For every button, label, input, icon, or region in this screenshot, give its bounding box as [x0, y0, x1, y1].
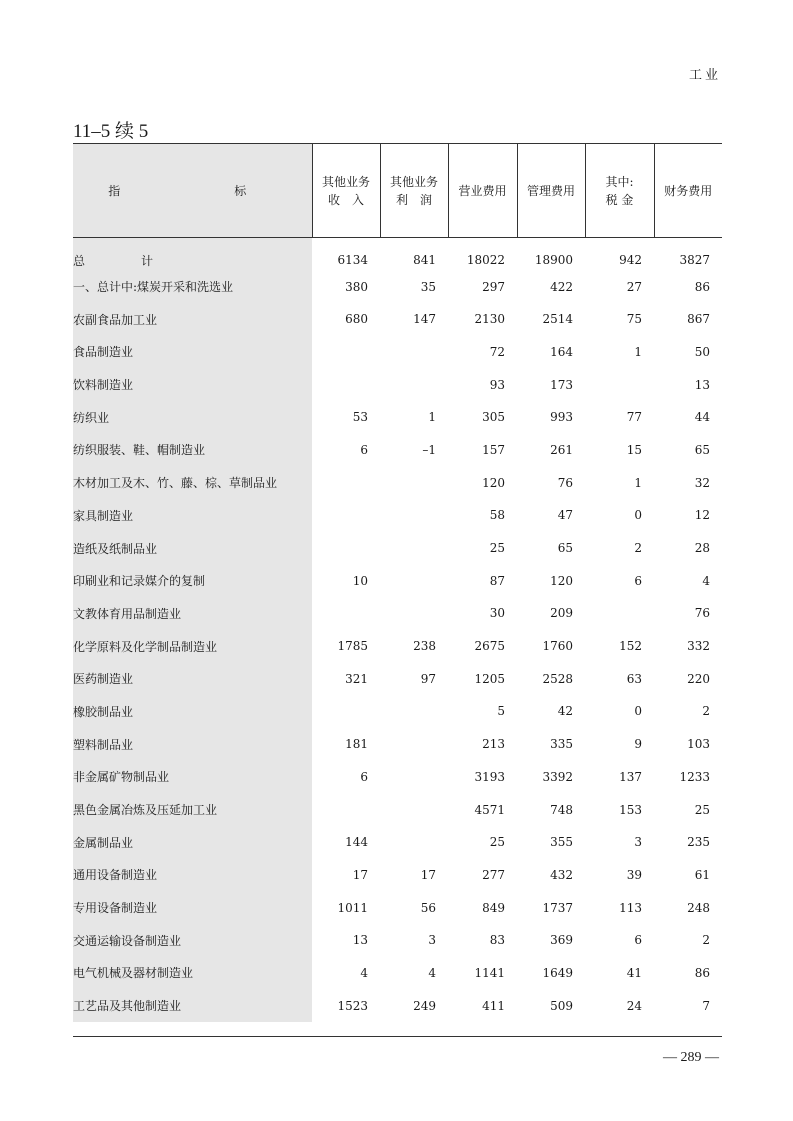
column-header: [585, 144, 654, 238]
table-row: [73, 597, 722, 630]
table-cell: 3392: [542, 769, 573, 784]
column-header-line: 管理费用: [526, 183, 575, 198]
column-header-line: 收 入: [327, 192, 364, 207]
table-cell: [312, 368, 380, 401]
table-cell: 2: [702, 933, 710, 948]
table-cell: 147: [413, 312, 436, 327]
row-label: 食品制造业: [73, 336, 312, 369]
table-title: 11–5 续 5: [73, 121, 149, 142]
table-cell: [380, 564, 448, 597]
table-cell: 849: [482, 900, 505, 915]
table-cell: 63: [626, 671, 642, 686]
row-label: 纺织业: [73, 401, 312, 434]
table-cell: [380, 826, 448, 859]
table-cell: 9: [634, 737, 642, 752]
table-cell: 0: [634, 704, 642, 719]
table-cell: [380, 368, 448, 401]
table-row: [73, 401, 722, 434]
row-label: 饮料制造业: [73, 368, 312, 401]
table-cell: 411: [482, 998, 505, 1013]
table-cell: [380, 695, 448, 728]
table-cell: [312, 597, 380, 630]
table-cell: 65: [557, 541, 573, 556]
table-cell: 6: [634, 573, 642, 588]
row-label: 塑料制品业: [73, 728, 312, 761]
table-cell: 137: [619, 769, 642, 784]
table-row: [73, 793, 722, 826]
table-row: [73, 924, 722, 957]
row-label: 通用设备制造业: [73, 859, 312, 892]
table-cell: 13: [352, 933, 368, 948]
table-cell: [312, 499, 380, 532]
table-row: [73, 695, 722, 728]
table-cell: 152: [619, 639, 642, 654]
table-cell: 213: [482, 737, 505, 752]
table-cell: 50: [694, 344, 710, 359]
table-cell: 65: [694, 442, 710, 457]
table-cell: 1205: [474, 671, 505, 686]
table-cell: [585, 597, 654, 630]
table-cell: [380, 532, 448, 565]
table-cell: 76: [557, 475, 573, 490]
table-cell: 2675: [474, 639, 505, 654]
table-cell: 1141: [474, 965, 505, 980]
table-cell: 1: [634, 475, 642, 490]
table-cell: 97: [420, 671, 436, 686]
table-cell: [380, 728, 448, 761]
column-header: [654, 144, 722, 238]
table-cell: 72: [489, 344, 505, 359]
table-row: [73, 532, 722, 565]
table-cell: 6: [634, 933, 642, 948]
table-cell: 173: [550, 377, 573, 392]
row-label: 造纸及纸制品业: [73, 532, 312, 565]
table-cell: 680: [345, 312, 368, 327]
table-cell: 15: [626, 442, 642, 457]
table-cell: 25: [489, 541, 505, 556]
table-cell: 235: [687, 835, 710, 850]
table-cell: 1: [634, 344, 642, 359]
table-cell: 153: [619, 802, 642, 817]
table-cell: 369: [550, 933, 573, 948]
table-cell: 238: [413, 639, 436, 654]
table-cell: 432: [550, 867, 573, 882]
table-cell: 942: [619, 252, 642, 267]
table-cell: 113: [619, 900, 642, 915]
table-cell: 355: [550, 835, 573, 850]
table-cell: [312, 695, 380, 728]
table-cell: 144: [345, 835, 368, 850]
table-cell: 42: [557, 704, 573, 719]
table-row: [73, 466, 722, 499]
table-cell: 18022: [466, 252, 505, 267]
table-cell: 305: [482, 410, 505, 425]
table-cell: 53: [352, 410, 368, 425]
table-cell: 297: [482, 279, 505, 294]
row-label: 非金属矿物制品业: [73, 761, 312, 794]
table-row: [73, 564, 722, 597]
table-cell: 47: [557, 508, 573, 523]
column-header-line: 税 金: [605, 192, 634, 207]
row-label: 木材加工及木、竹、藤、棕、草制品业: [73, 466, 312, 499]
table-cell: 1: [428, 410, 436, 425]
table-cell: 748: [550, 802, 573, 817]
table-cell: 77: [626, 410, 642, 425]
column-header-line: 其中:: [605, 174, 634, 189]
table-cell: [380, 499, 448, 532]
column-header-line: 营业费用: [458, 183, 507, 198]
table-row: [73, 434, 722, 467]
table-cell: 4571: [474, 802, 505, 817]
table-cell: 509: [550, 998, 573, 1013]
table-cell: 44: [694, 410, 710, 425]
column-header-indicator: [73, 144, 312, 238]
table-row: [73, 630, 722, 663]
column-header: [448, 144, 517, 238]
table-cell: [380, 336, 448, 369]
column-header: [517, 144, 585, 238]
table-cell: 1785: [337, 639, 368, 654]
table-cell: 17: [420, 867, 436, 882]
table-cell: 1737: [542, 900, 573, 915]
table-row: [73, 662, 722, 695]
table-cell: 209: [550, 606, 573, 621]
table-row: [73, 859, 722, 892]
table-cell: 4: [702, 573, 710, 588]
table-cell: 335: [550, 737, 573, 752]
row-label: 农副食品加工业: [73, 303, 312, 336]
table-cell: 75: [626, 312, 642, 327]
table-cell: 30: [489, 606, 505, 621]
table-cell: 4: [428, 965, 436, 980]
table-cell: [380, 761, 448, 794]
column-header: [380, 144, 448, 238]
table-cell: 1760: [542, 639, 573, 654]
row-label: 文教体育用品制造业: [73, 597, 312, 630]
table-row: [73, 826, 722, 859]
table-cell: 321: [345, 671, 368, 686]
table-cell: 39: [626, 867, 642, 882]
table-cell: 1523: [337, 998, 368, 1013]
table-cell: 2514: [542, 312, 573, 327]
row-label: 化学原料及化学制品制造业: [73, 630, 312, 663]
table-cell: 277: [482, 867, 505, 882]
table-cell: 61: [694, 867, 710, 882]
table-row: [73, 761, 722, 794]
table-cell: 332: [687, 639, 710, 654]
table-cell: 12: [694, 508, 710, 523]
table-cell: 120: [482, 475, 505, 490]
table-cell: 86: [694, 279, 710, 294]
bottom-rule: [73, 1036, 722, 1037]
table-cell: [312, 466, 380, 499]
table-cell: 3: [634, 835, 642, 850]
table-cell: 3: [428, 933, 436, 948]
table-cell: 248: [687, 900, 710, 915]
table-cell: 261: [550, 442, 573, 457]
table-row: [73, 368, 722, 401]
table-row: [73, 238, 722, 271]
table-row: [73, 728, 722, 761]
table-cell: 2130: [474, 312, 505, 327]
table-cell: 220: [687, 671, 710, 686]
table-cell: 18900: [534, 252, 573, 267]
table-cell: 841: [413, 252, 436, 267]
row-label: 金属制品业: [73, 826, 312, 859]
table-cell: [312, 532, 380, 565]
table-cell: 6134: [337, 252, 368, 267]
table-cell: 181: [345, 737, 368, 752]
statistics-table: [73, 143, 722, 1022]
table-row: [73, 303, 722, 336]
table-cell: 120: [550, 573, 573, 588]
table-cell: 4: [360, 965, 368, 980]
table-cell: 1233: [679, 769, 710, 784]
table-cell: [312, 793, 380, 826]
row-label: 印刷业和记录媒介的复制: [73, 564, 312, 597]
row-label: 一、总计中:煤炭开采和洗选业: [73, 270, 312, 303]
column-header-line: 其他业务: [389, 174, 438, 189]
table-cell: 87: [489, 573, 505, 588]
table-cell: 35: [420, 279, 436, 294]
table-cell: [312, 336, 380, 369]
table-cell: 249: [413, 998, 436, 1013]
table-cell: 2528: [542, 671, 573, 686]
table-cell: 58: [489, 508, 505, 523]
table-cell: 993: [550, 410, 573, 425]
table-cell: 25: [694, 802, 710, 817]
table-cell: [380, 597, 448, 630]
table-cell: 32: [694, 475, 710, 490]
table-cell: [380, 466, 448, 499]
table-cell: 28: [694, 541, 710, 556]
table-cell: 83: [489, 933, 505, 948]
row-label: 交通运输设备制造业: [73, 924, 312, 957]
page-number: — 289 —: [663, 1050, 719, 1065]
row-label: 总计: [73, 238, 312, 271]
table-cell: 41: [626, 965, 642, 980]
table-cell: 2: [702, 704, 710, 719]
table-cell: 2: [634, 541, 642, 556]
table-cell: 56: [420, 900, 436, 915]
table-cell: –1: [422, 442, 436, 457]
column-header: [312, 144, 380, 238]
column-header-line: 指 标: [108, 183, 277, 198]
table-cell: 27: [626, 279, 642, 294]
table-cell: 25: [489, 835, 505, 850]
row-label: 橡胶制品业: [73, 695, 312, 728]
table-cell: 157: [482, 442, 505, 457]
table-cell: 7: [702, 998, 710, 1013]
table-cell: 13: [694, 377, 710, 392]
table-row: [73, 891, 722, 924]
table-cell: 24: [626, 998, 642, 1013]
statistics-table-container: [73, 143, 722, 1022]
table-cell: 164: [550, 344, 573, 359]
section-label: 工业: [688, 68, 721, 83]
header-row: [73, 144, 722, 238]
table-cell: 93: [489, 377, 505, 392]
table-cell: 10: [352, 573, 368, 588]
column-header-line: 其他业务: [321, 174, 370, 189]
table-row: [73, 989, 722, 1022]
row-label: 黑色金属冶炼及压延加工业: [73, 793, 312, 826]
table-cell: 0: [634, 508, 642, 523]
table-cell: 86: [694, 965, 710, 980]
table-row: [73, 336, 722, 369]
table-row: [73, 270, 722, 303]
table-cell: 422: [550, 279, 573, 294]
row-label: 家具制造业: [73, 499, 312, 532]
table-row: [73, 499, 722, 532]
row-label: 纺织服装、鞋、帽制造业: [73, 434, 312, 467]
table-cell: [585, 368, 654, 401]
table-cell: 1011: [337, 900, 368, 915]
table-cell: 3193: [474, 769, 505, 784]
row-label: 医药制造业: [73, 662, 312, 695]
table-cell: 1649: [542, 965, 573, 980]
row-label: 电气机械及器材制造业: [73, 957, 312, 990]
table-cell: 380: [345, 279, 368, 294]
row-label: 专用设备制造业: [73, 891, 312, 924]
column-header-line: 利 润: [395, 192, 432, 207]
table-cell: 76: [694, 606, 710, 621]
table-row: [73, 957, 722, 990]
table-cell: 867: [687, 312, 710, 327]
table-cell: [380, 793, 448, 826]
table-cell: 3827: [679, 252, 710, 267]
table-body: [73, 238, 722, 1023]
table-cell: 6: [360, 442, 368, 457]
table-cell: 103: [687, 737, 710, 752]
row-label: 工艺品及其他制造业: [73, 989, 312, 1022]
table-cell: 5: [497, 704, 505, 719]
table-cell: 17: [352, 867, 368, 882]
column-header-line: 财务费用: [664, 183, 713, 198]
table-cell: 6: [360, 769, 368, 784]
